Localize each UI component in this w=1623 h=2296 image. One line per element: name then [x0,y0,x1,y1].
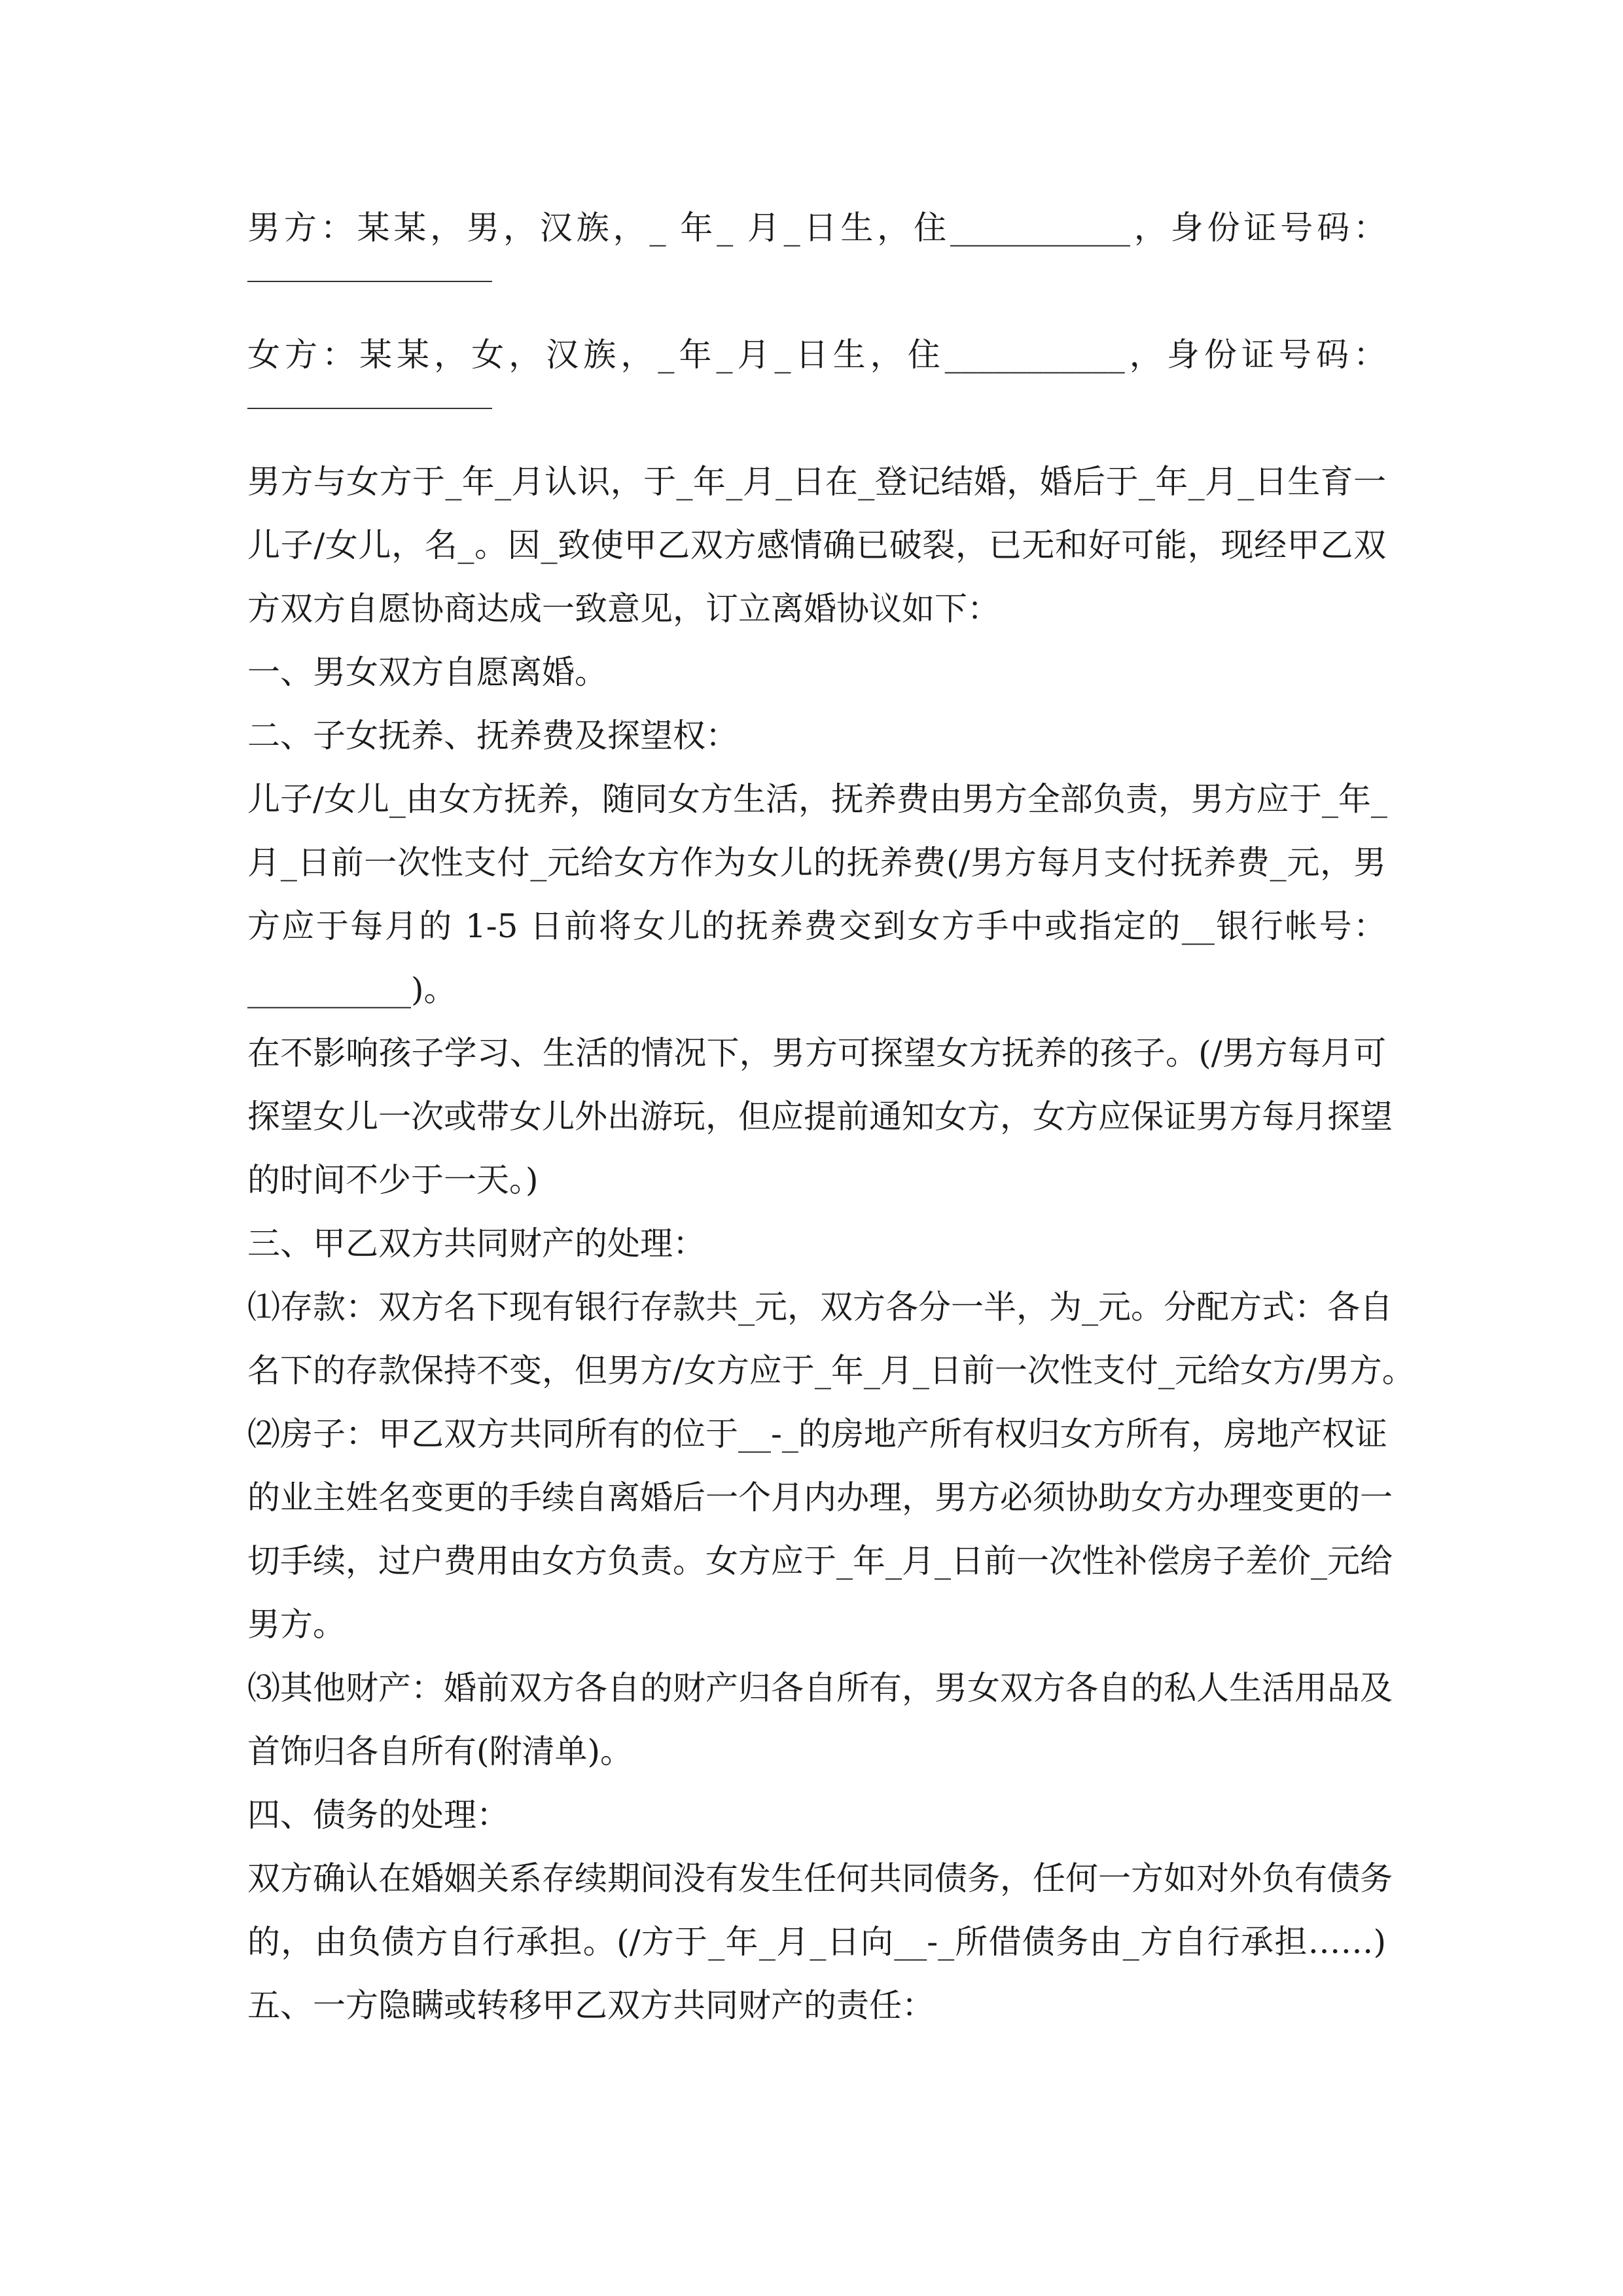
female-id-number-blank [247,387,1386,450]
party-male-line: 男方：某某，男，汉族，_ 年_ 月_日生，住___________，身份证号码： [247,209,1386,247]
section-heading-1: 一、男女双方自愿离婚。 [247,653,607,691]
blank-underline [247,408,492,409]
document-page [247,196,1415,2037]
paragraph-line: 在不影响孩子学习、生活的情况下，男方可探望女方抚养的孩子。(/男方每月可 [247,1034,1386,1072]
paragraph-line: 的时间不少于一天。) [247,1161,539,1199]
paragraph-line: 月_日前一次性支付_元给女方作为女儿的抚养费(/男方每月支付抚养费_元，男 [247,844,1386,882]
section-heading-4: 四、债务的处理： [247,1796,509,1834]
paragraph-line: 的业主姓名变更的手续自离婚后一个月内办理，男方必须协助女方办理变更的一 [247,1479,1393,1516]
paragraph-line: 名下的存款保持不变，但男方/女方应于_年_月_日前一次性支付_元给女方/男方。 [247,1352,1415,1390]
paragraph-line: 儿子/女儿_由女方抚养，随同女方生活，抚养费由男方全部负责，男方应于_年_ [247,780,1387,818]
paragraph-line: __________)。 [247,971,457,1009]
paragraph-line: 方应于每月的 1-5 日前将女儿的抚养费交到女方手中或指定的__银行帐号： [247,907,1386,945]
paragraph-line: 首饰归各自所有(附清单)。 [247,1732,633,1770]
paragraph-line: 儿子/女儿，名_。因_致使甲乙双方感情确已破裂，已无和好可能，现经甲乙双 [247,526,1386,564]
paragraph-line: 男方。 [247,1605,346,1643]
paragraph-line: ⑶其他财产：婚前双方各自的财产归各自所有，男女双方各自的私人生活用品及 [247,1669,1393,1707]
paragraph-line: 方双方自愿协商达成一致意见，订立离婚协议如下： [247,590,1000,628]
male-id-number-blank [247,260,1386,323]
paragraph-line: ⑵房子：甲乙双方共同所有的位于__-_的房地产所有权归女方所有，房地产权证 [247,1415,1387,1453]
section-heading-5: 五、一方隐瞒或转移甲乙双方共同财产的责任： [247,1986,935,2024]
section-heading-3: 三、甲乙双方共同财产的处理： [247,1225,705,1263]
paragraph-line: 探望女儿一次或带女儿外出游玩，但应提前通知女方，女方应保证男方每月探望 [247,1098,1393,1136]
paragraph-line: 双方确认在婚姻关系存续期间没有发生任何共同债务，任何一方如对外负有债务 [247,1859,1393,1897]
blank-underline [247,281,492,282]
paragraph-line: 男方与女方于_年_月认识，于_年_月_日在_登记结婚，婚后于_年_月_日生育一 [247,463,1386,501]
section-heading-2: 二、子女抚养、抚养费及探望权： [247,717,738,755]
party-female-line: 女方：某某，女，汉族，_年_月_日生，住___________，身份证号码： [247,336,1386,374]
paragraph-line: 的，由负债方自行承担。(/方于_年_月_日向__-_所借债务由_方自行承担……) [247,1923,1386,1961]
paragraph-line: ⑴存款：双方名下现有银行存款共_元，双方各分一半，为_元。分配方式：各自 [247,1288,1393,1326]
paragraph-line: 切手续，过户费用由女方负责。女方应于_年_月_日前一次性补偿房子差价_元给 [247,1542,1393,1580]
